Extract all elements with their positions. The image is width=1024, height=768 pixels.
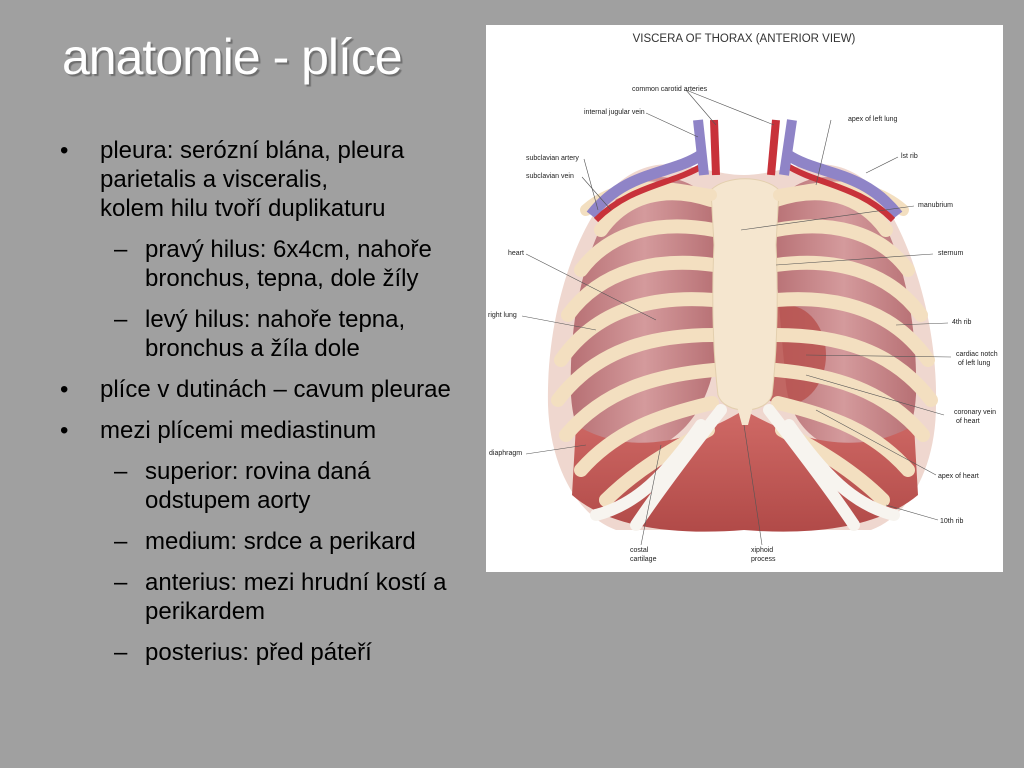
bullet-item-pleura (58, 136, 528, 223)
bullet-marker: • (60, 137, 69, 164)
bullet-marker: • (60, 376, 69, 403)
bullet-text: medium: srdce a perikard (145, 528, 416, 555)
bullet-text: superior: rovina daná (145, 458, 371, 485)
bullet-item-mediastinum (58, 416, 528, 445)
bullet-list (58, 136, 528, 679)
label-subclavian-vein: subclavian vein (526, 173, 574, 180)
label-apex-left-lung: apex of left lung (848, 116, 898, 123)
subbullet-marker: – (114, 306, 128, 333)
sternum-shape (711, 179, 779, 410)
bullet-marker: • (60, 417, 69, 444)
subbullet-marker: – (114, 639, 128, 666)
subbullet-marker: – (114, 528, 128, 555)
label-xiphoid-2: process (751, 556, 776, 563)
bullet-text: mezi plícemi mediastinum (100, 417, 377, 444)
bullet-text: bronchus a žíla dole (145, 335, 360, 362)
label-xiphoid: xiphoid (751, 547, 774, 554)
label-common-carotid: common carotid arteries (632, 86, 708, 93)
thorax-illustration (486, 25, 1003, 572)
label-costal-cartilage-2: cartilage (630, 556, 657, 563)
bullet-text: perikardem (145, 598, 266, 625)
label-coronary-vein-2: of heart (956, 418, 980, 425)
bullet-text: pleura: serózní blána, pleura (100, 137, 405, 164)
bullet-text: pravý hilus: 6x4cm, nahoře (145, 236, 432, 263)
subbullet-marker: – (114, 569, 128, 596)
thorax-drawing (548, 120, 936, 532)
bullet-text: plíce v dutinách – cavum pleurae (100, 376, 451, 403)
label-apex-heart: apex of heart (938, 473, 979, 480)
subbullet-item-right-hilus (58, 235, 528, 293)
figure-title: VISCERA OF THORAX (ANTERIOR VIEW) (632, 33, 856, 45)
label-cardiac-notch: cardiac notch (956, 351, 998, 358)
subbullet-marker: – (114, 236, 128, 263)
label-costal-cartilage: costal (630, 547, 649, 554)
label-subclavian-artery: subclavian artery (526, 155, 579, 162)
label-diaphragm: diaphragm (489, 450, 523, 457)
label-tenth-rib: 10th rib (940, 518, 964, 525)
slide-title: anatomie - plíce (62, 29, 402, 85)
subbullet-item-left-hilus (58, 305, 528, 363)
subbullet-item-posterius (58, 638, 528, 667)
subbullet-marker: – (114, 458, 128, 485)
label-fourth-rib: 4th rib (952, 319, 972, 326)
subbullet-item-anterius (58, 568, 528, 626)
label-first-rib: lst rib (901, 153, 918, 160)
label-internal-jugular: internal jugular vein (584, 109, 645, 116)
label-heart: heart (508, 250, 524, 257)
bullet-text: bronchus, tepna, dole žíly (145, 265, 419, 292)
label-cardiac-notch-2: of left lung (958, 360, 991, 367)
bullet-text: parietalis a visceralis, (100, 166, 329, 193)
label-manubrium: manubrium (918, 202, 954, 209)
bullet-text: kolem hilu tvoří duplikaturu (100, 195, 386, 222)
bullet-text: anterius: mezi hrudní kostí a (145, 569, 447, 596)
bullet-text: posterius: před páteří (145, 639, 372, 666)
subbullet-item-superior (58, 457, 528, 515)
label-sternum: sternum (938, 250, 964, 257)
bullet-text: levý hilus: nahoře tepna, (145, 306, 406, 333)
bullet-item-cavum-pleurae (58, 375, 528, 404)
subbullet-item-medium (58, 527, 528, 556)
label-right-lung: right lung (488, 312, 517, 319)
bullet-text: odstupem aorty (145, 487, 311, 514)
label-coronary-vein: coronary vein (954, 409, 997, 416)
